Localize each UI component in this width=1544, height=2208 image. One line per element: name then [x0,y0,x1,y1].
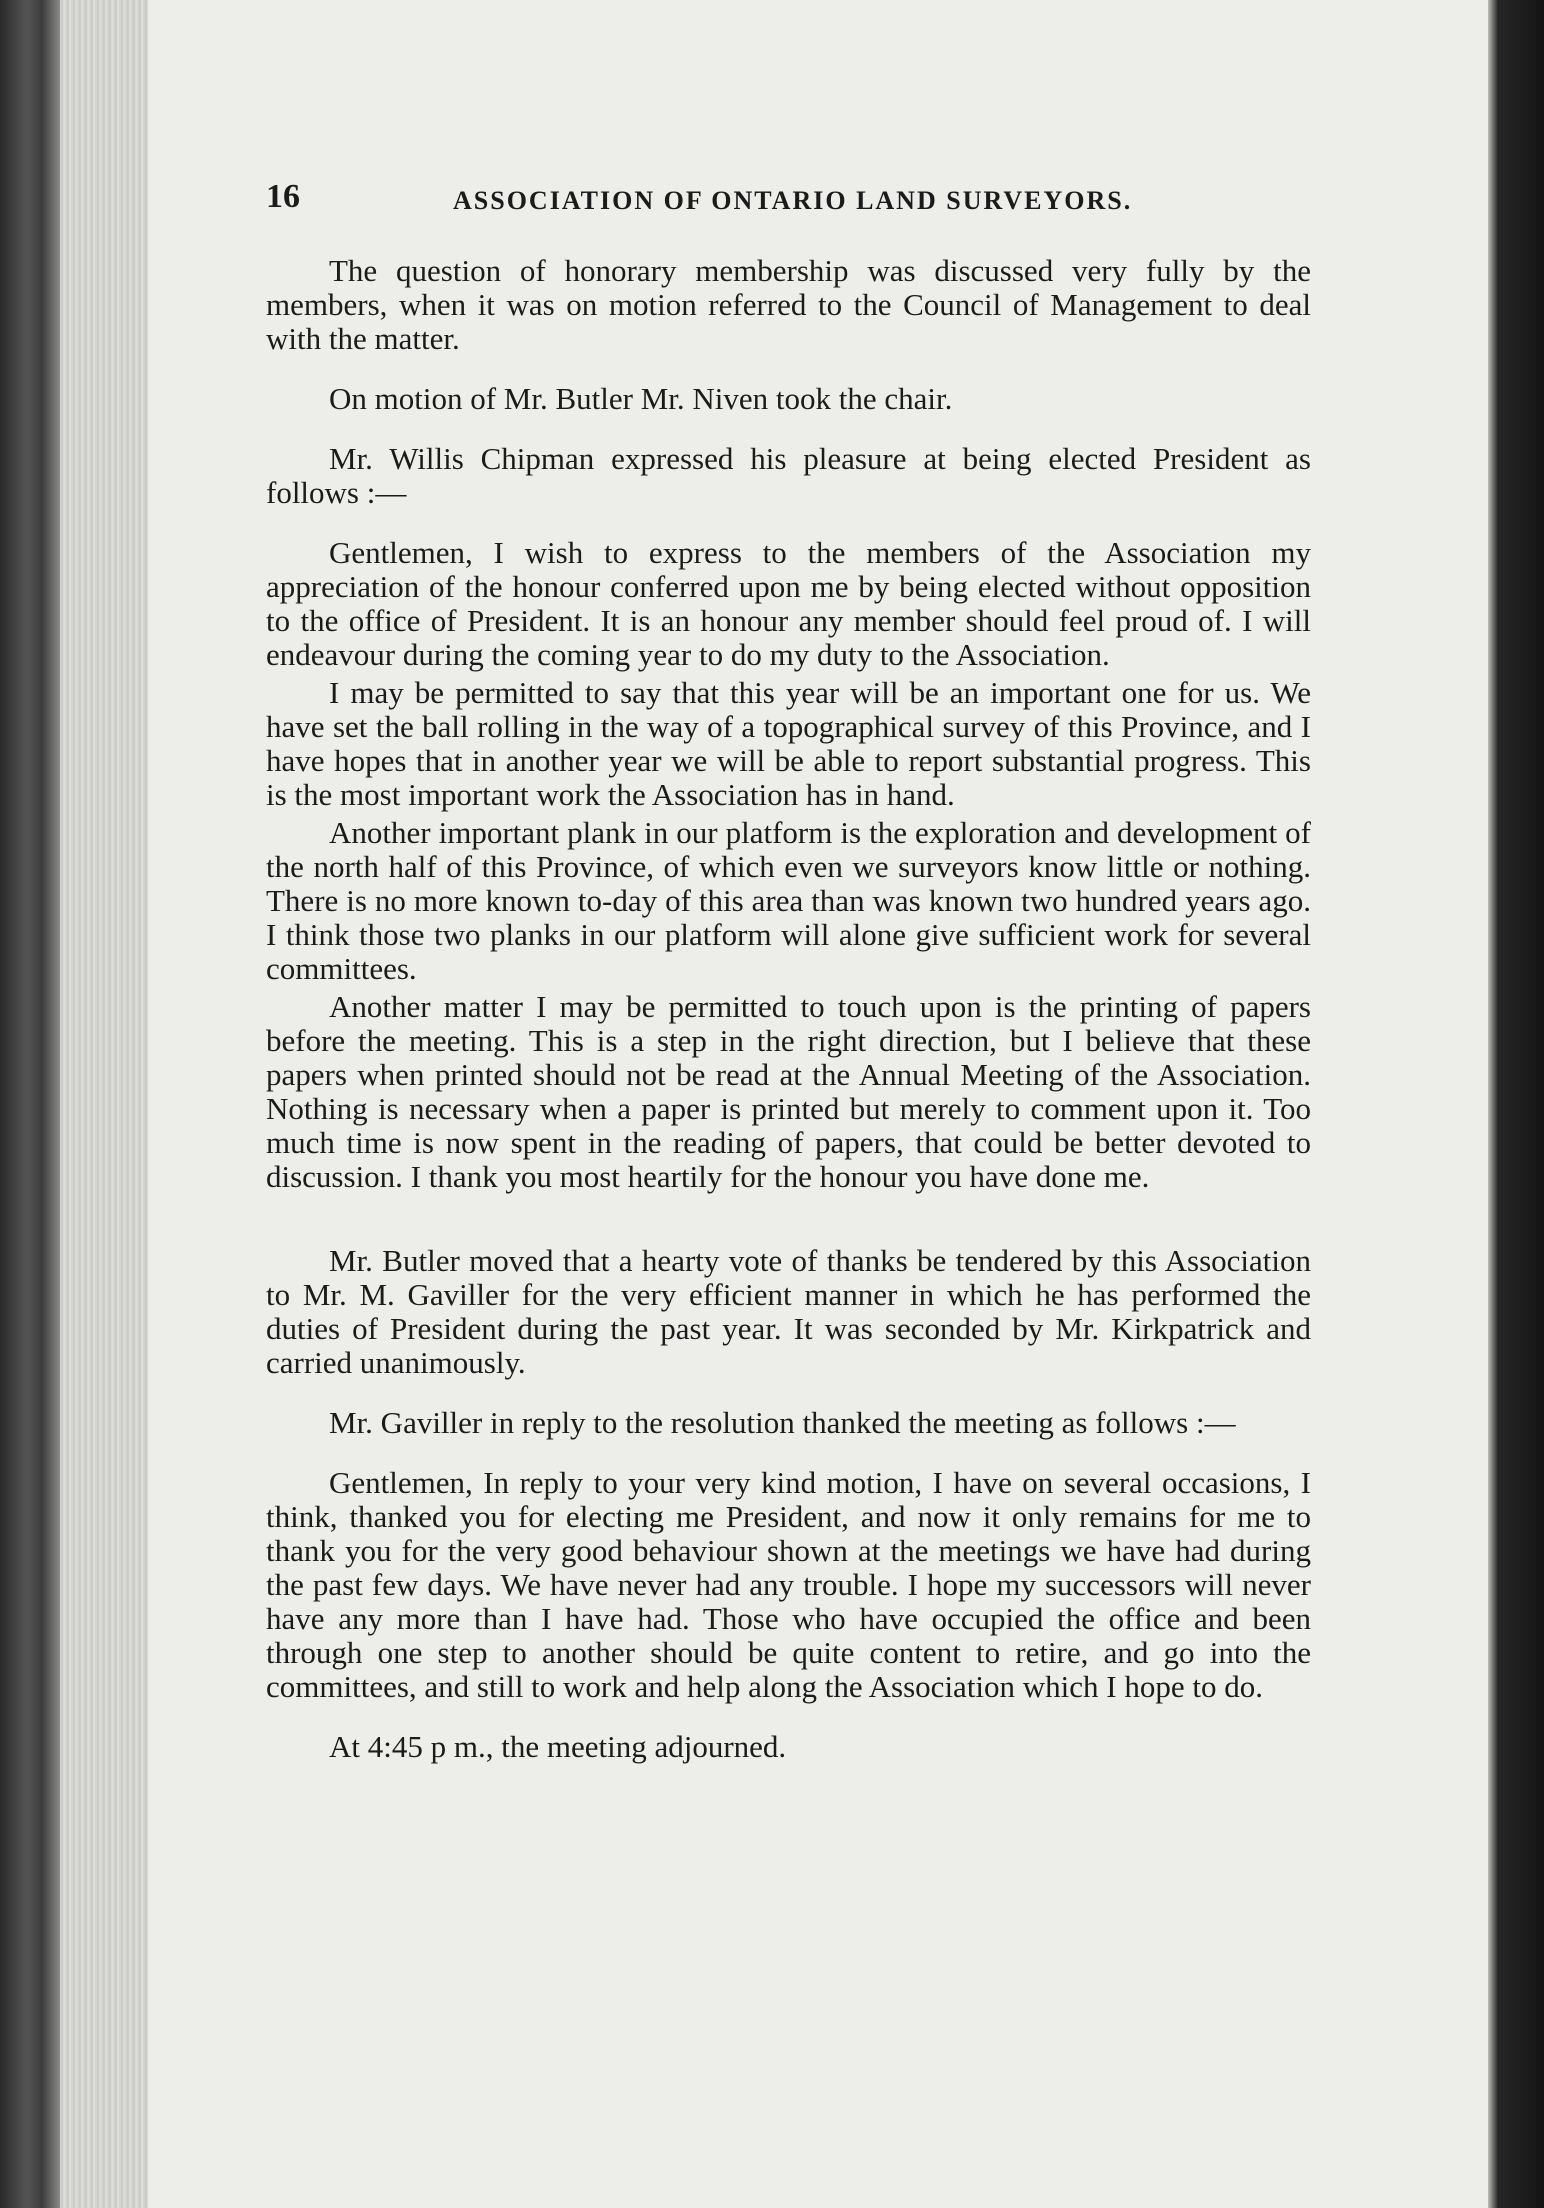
paragraph-chipman-speech-3: Another important plank in our platform is the exploration and development of the north half of this Province, of which even we surveyors know little or nothing. There is no more known to-day of this area than was known two hundred years ago. I think those two planks in our platform will alone give sufficient work for several committees. [266,815,1311,986]
paragraph-adjourned: At 4:45 p m., the meeting adjourned. [329,1729,787,1764]
paragraph-gaviller-intro: Mr. Gaviller in reply to the resolution thanked the meeting as follows :— [329,1405,1236,1440]
paragraph-chipman-intro: Mr. Willis Chipman expressed his pleasure at being elected President as follows :— [266,441,1311,510]
page-text [266,178,1506,1764]
running-head [266,178,1506,230]
book-binding [0,0,60,2208]
page-edges [60,0,148,2208]
paragraph-gaviller-speech: Gentlemen, In reply to your very kind motion, I have on several occasions, I think, thanked you for electing me President, and now it only remains for me to thank you for the very good behaviour shown at the meetings we have had during the past few days. We have never had any trouble. I hope my successors will never have any more than I have had. Those who have occupied the office and been through one step to another should be quite content to retire, and go into the committees, and still to work and help along the Association which I hope to do. [266,1465,1311,1704]
paragraph-chipman-speech-1: Gentlemen, I wish to express to the members of the Association my appreciation of the honour conferred upon me by being elected without opposition to the office of President. It is an honour any member should feel proud of. I will endeavour during the coming year to do my duty to the Association. [266,535,1311,672]
running-title: ASSOCIATION OF ONTARIO LAND SURVEYORS. [453,186,1133,215]
paragraph-chipman-speech-4: Another matter I may be permitted to touch upon is the printing of papers before the meeting. This is a step in the right direction, but I believe that these papers when printed should not be read at the Annual Meeting of the Association. Nothing is necessary when a paper is printed but merely to comment upon it. Too much time is now spent in the reading of papers, that could be better devoted to discussion. I thank you most heartily for the honour you have done me. [266,989,1311,1194]
paragraph-vote-of-thanks: Mr. Butler moved that a hearty vote of thanks be tendered by this Association to Mr. M. Gaviller for the very efficient manner in which he has performed the duties of President during the past year. It was seconded by Mr. Kirkpatrick and carried unanimously. [266,1243,1311,1380]
book-page [148,0,1488,2208]
paragraph-honorary-membership: The question of honorary membership was discussed very fully by the members, when it was on motion referred to the Council of Management to deal with the matter. [266,253,1311,356]
paragraph-niven-chair: On motion of Mr. Butler Mr. Niven took the chair. [329,381,953,416]
page-number: 16 [266,178,300,215]
paragraph-chipman-speech-2: I may be permitted to say that this year will be an important one for us. We have set the ball rolling in the way of a topographical survey of this Province, and I have hopes that in another year we will be able to report substantial progress. This is the most important work the Association has in hand. [266,675,1311,812]
